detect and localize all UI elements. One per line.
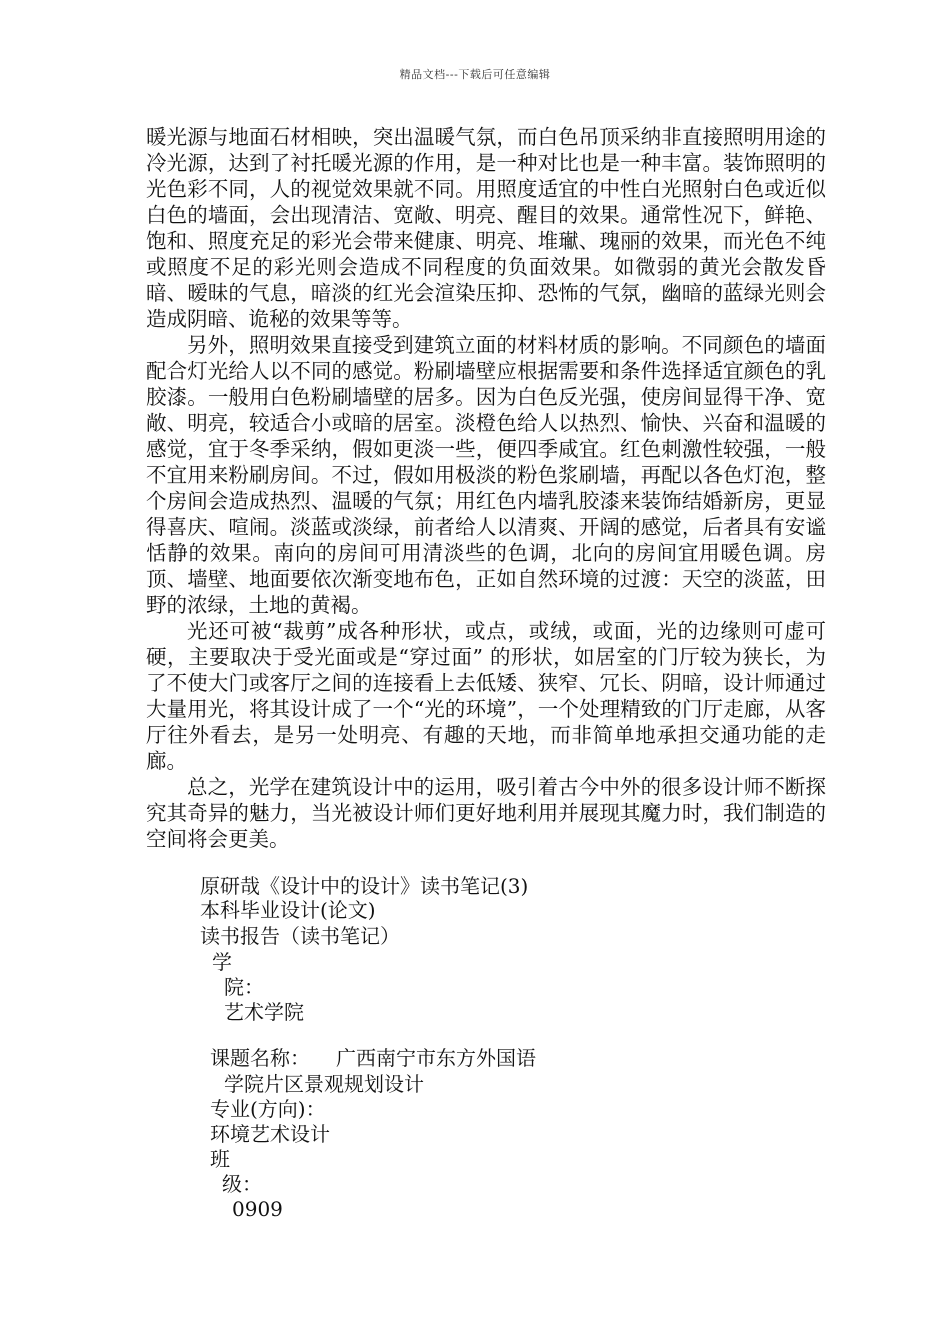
class-label-2: 级： [222, 1172, 262, 1196]
paragraph: 另外，照明效果直接受到建筑立面的材料材质的影响。不同颜色的墙面配合灯光给人以不同的感觉。粉刷墙壁应根据需要和条件选择适宜颜色的乳胶漆。一般用白色粉刷墙壁的居多。因为白色反光强，使房间显得干净、宽敞、明亮，较适合小或暗的居室。淡橙色给人以热烈、愉快、兴奋和温暖的感觉，宜于冬季采纳，假如更淡一些，便四季咸宜。红色刺激性较强，一般不宜用来粉刷房间。不过，假如用极淡的粉色浆刷墙，再配以各色灯泡，整个房间会造成热烈、温暖的气氛；用红色内墙乳胶漆来装饰结婚新房，更显得喜庆、喧闹。淡蓝或淡绿，前者给人以清爽、开阔的感觉，后者具有安谧恬静的效果。南向的房间可用清淡些的色调，北向的房间宜用暖色调。房顶、墙壁、地面要依次渐变地布色，正如自然环境的过渡：天空的淡蓝，田野的浓绿，土地的黄褐。 [146, 333, 826, 617]
college-label-1: 学 [212, 950, 232, 974]
report-heading: 读书报告（读书笔记） [200, 924, 400, 948]
thesis-heading: 本科毕业设计(论文) [200, 898, 376, 922]
page-header: 精品文档---下载后可任意编辑 [399, 68, 551, 81]
major-value: 环境艺术设计 [210, 1122, 330, 1146]
paragraph: 暖光源与地面石材相映，突出温暖气氛，而白色吊顶采纳非直接照明用途的冷光源，达到了衬托暖光源的作用，是一种对比也是一种丰富。装饰照明的光色彩不同，人的视觉效果就不同。用照度适宜的中性白光照射白色或近似白色的墙面，会出现清洁、宽敞、明亮、醒目的效果。通常性况下，鲜艳、饱和、照度充足的彩光会带来健康、明亮、堆𤩽、瑰丽的效果，而光色不纯或照度不足的彩光则会造成不同程度的负面效果。如微弱的黄光会散发昏暗、暧昧的气息，暗淡的红光会渲染压抑、恐怖的气氛，幽暗的蓝绿光则会造成阴暗、诡秘的效果等等。 [146, 125, 826, 331]
class-value: 0909 [232, 1197, 283, 1221]
class-label-1: 班 [210, 1147, 230, 1171]
paragraph: 光还可被“裁剪”成各种形状，或点，或绒，或面，光的边缘则可虚可硬，主要取决于受光面或是“穿过面” 的形状，如居室的门厅较为狭长，为了不使大门或客厅之间的连接看上去低矮、狭窄、冗长、阴暗，设计师通过大量用光，将其设计成了一个“光的环境”，一个处理精致的门厅走廊，从客厅往外看去，是另一处明亮、有趣的天地，而非简单地承担交通功能的走廊。 [146, 619, 826, 773]
body-text [146, 124, 826, 852]
topic-value-1: 广西南宁市东方外国语 [336, 1046, 536, 1070]
college-label-2: 院： [224, 975, 264, 999]
book-title: 原研哉《设计中的设计》读书笔记(3) [200, 874, 529, 898]
paragraph: 总之，光学在建筑设计中的运用，吸引着古今中外的很多设计师不断探究其奇异的魅力，当光被设计师们更好地利用并展现其魔力时，我们制造的空间将会更美。 [146, 775, 826, 851]
topic-label: 课题名称： [210, 1046, 310, 1070]
major-label: 专业(方向)： [210, 1097, 326, 1121]
college-value: 艺术学院 [224, 1000, 304, 1024]
topic-value-2: 学院片区景观规划设计 [224, 1072, 424, 1096]
